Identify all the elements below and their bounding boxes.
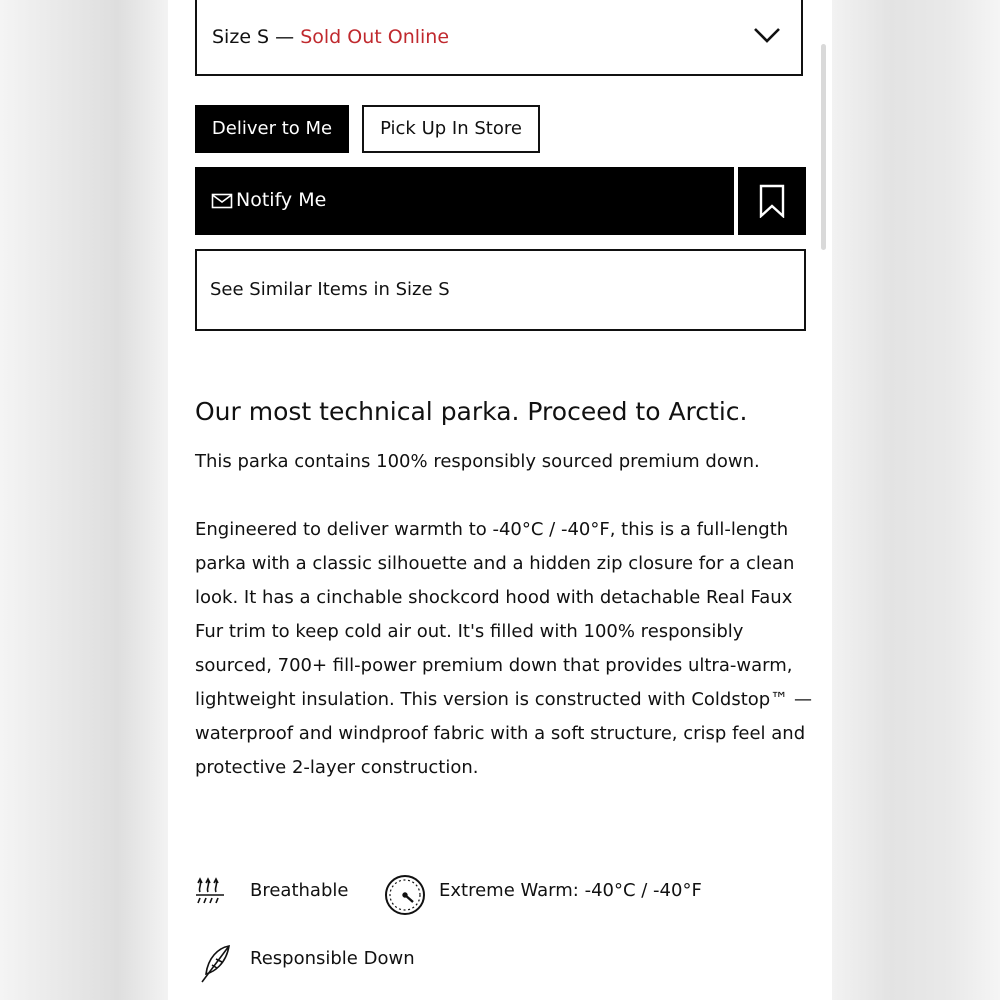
pick-up-in-store-button[interactable] (362, 105, 540, 153)
deliver-to-me-label: Deliver to Me (211, 118, 333, 139)
see-similar-items-button[interactable] (195, 249, 806, 331)
product-description: Engineered to deliver warmth to -40°C / -40°F, this is a full-length parka with a classic silhouette and a hidden zip closure for a clean look. It has a cinchable shockcord hood with detachable Real Faux Fur trim to keep cold air out. It's filled with 100% responsibly sourced, 700+ fill-power premium down that provides ultra-warm, lightweight insulation. This version is constructed with Coldstop™ — waterproof and windproof fabric with a soft structure, crisp feel and protective 2-layer construction. (195, 519, 812, 778)
see-similar-items-label: See Similar Items in Size S (210, 279, 450, 300)
bookmark-icon (759, 184, 785, 218)
mail-icon (211, 192, 233, 210)
feature-extreme-warm-label: Extreme Warm: -40°C / -40°F (439, 880, 702, 901)
sold-out-status: Sold Out Online (300, 26, 450, 48)
size-select-value (212, 24, 449, 50)
notify-me-button[interactable] (195, 167, 734, 235)
chevron-down-icon[interactable] (753, 26, 781, 44)
background-left (0, 0, 168, 1000)
product-subheading: This parka contains 100% responsibly sourced premium down. (195, 451, 760, 472)
save-to-wishlist-button[interactable] (738, 167, 806, 235)
feather-icon (200, 944, 232, 984)
size-label: Size S — (212, 26, 301, 48)
background-right (832, 0, 1000, 1000)
feature-responsible-down-label: Responsible Down (250, 948, 415, 969)
notify-me-label: Notify Me (236, 189, 327, 211)
feature-breathable-label: Breathable (250, 880, 349, 901)
thermometer-gauge-icon (384, 874, 426, 916)
size-select[interactable] (195, 0, 803, 76)
pick-up-in-store-label: Pick Up In Store (380, 118, 522, 139)
product-page (168, 0, 832, 1000)
breathable-icon (195, 876, 225, 904)
product-headline: Our most technical parka. Proceed to Arctic. (195, 397, 748, 426)
deliver-to-me-button[interactable] (195, 105, 349, 153)
scrollbar[interactable] (821, 44, 826, 250)
